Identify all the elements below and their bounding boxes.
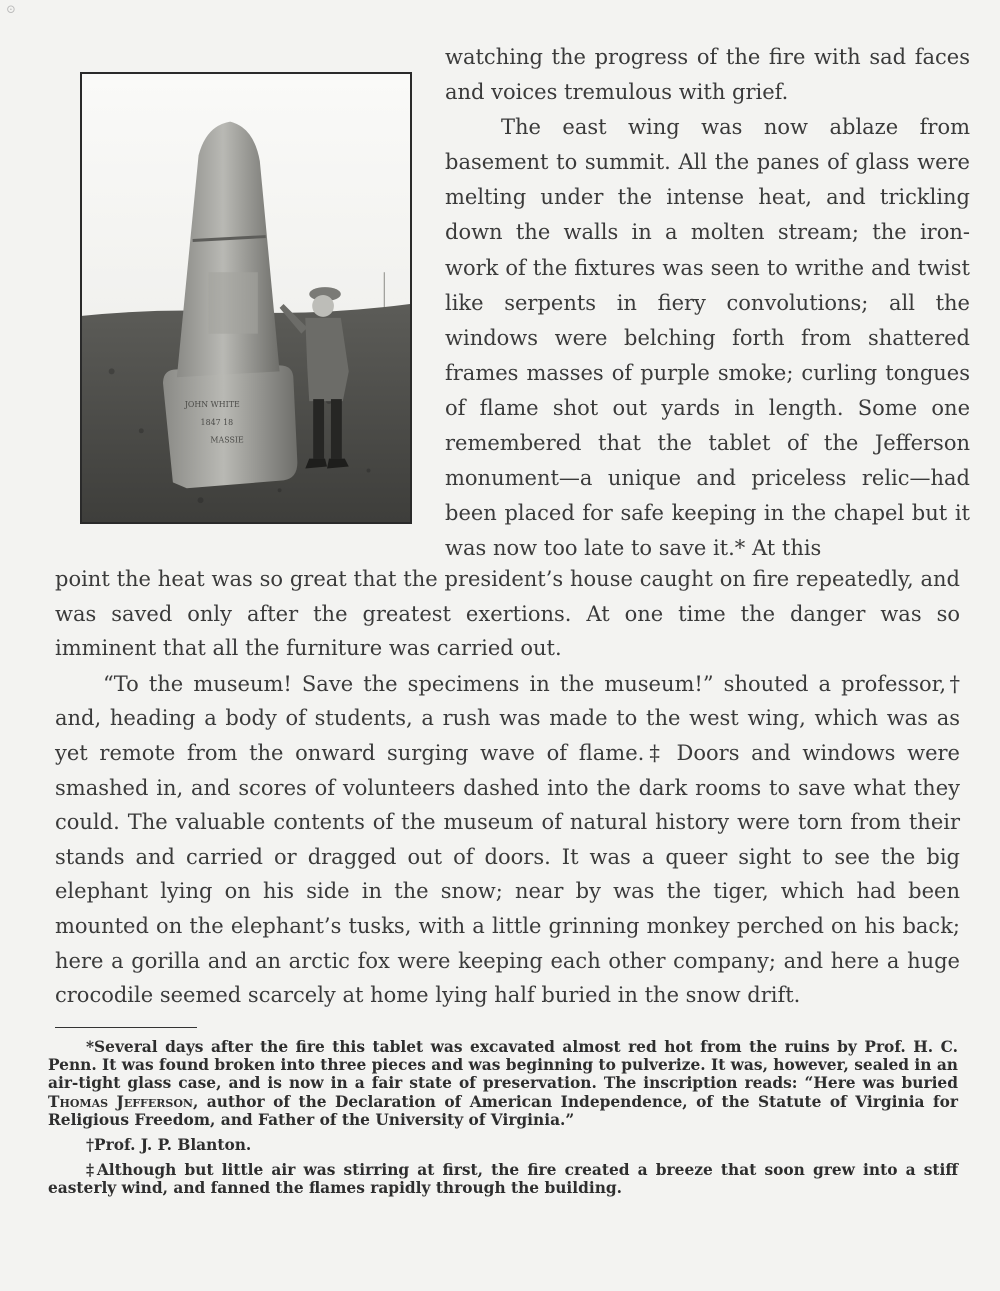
monument-inscription-line-1: JOHN WHITE xyxy=(184,400,240,410)
monument-photo xyxy=(80,72,412,524)
footnote-tablet-text-2: , author of the Declaration of American Independence, of the Statute of Virginia for Religious Freedom, and Father of the University of Virginia.” xyxy=(48,1092,958,1129)
column-text xyxy=(445,40,970,566)
footnote-breeze: ‡Although but little air was stirring at first, the fire created a breeze that soon grew into a stiff easterly wind, and fanned the flames rapidly through the building. xyxy=(48,1161,958,1198)
monument-inscription-line-2: 1847 18 xyxy=(200,417,234,427)
footnote-professor: †Prof. J. P. Blanton. xyxy=(86,1136,252,1155)
footnote-rule xyxy=(55,1027,197,1028)
corner-mark: ⊙ xyxy=(6,2,17,16)
tablet-recess xyxy=(208,272,257,333)
paragraph-president-house: point the heat was so great that the president’s house caught on fire repeatedly, and was saved only after the greatest exertions. At one time the danger was so imminent that all the furniture was carried out. xyxy=(55,567,960,661)
paragraph-east-wing: The east wing was now ablaze from basement to summit. All the panes of glass were melting under the intense heat, and trickling down the walls in a molten stream; the iron-work of the fixtures was seen to writhe and twist like serpents in fiery convolutions; all the windows were belching forth from shattered frames masses of purple smoke; curling tongues of flame shot out yards in length. Some one remembered that the tablet of the Jefferson monument—a unique and priceless relic—had been placed for safe keeping in the chapel but it was now too late to save it.* At this xyxy=(445,115,970,561)
paragraph-continuation: watching the progress of the fire with sad faces and voices tremulous with grief. xyxy=(445,45,970,105)
full-width-text xyxy=(55,562,960,1013)
footnote-tablet xyxy=(48,1038,958,1129)
footnote-tablet-name: Thomas Jefferson xyxy=(48,1092,193,1111)
monument-photo-illustration xyxy=(82,74,410,522)
footnotes xyxy=(48,1038,958,1198)
footnote-tablet-text-1: *Several days after the fire this tablet was excavated almost red hot from the ruins by Prof. H. C. Penn. It was found broken into three pieces and was beginning to pulverize. It was, however, sealed in an air-tight glass case, and is now in a fair state of preservation. The inscription reads: “Here was buried xyxy=(48,1038,958,1093)
monument-inscription-line-3: MASSIE xyxy=(210,435,244,445)
paragraph-museum: “To the museum! Save the specimens in the museum!” shouted a professor,† and, heading a body of students, a rush was made to the west wing, which was as yet remote from the onward surging wave of flame.‡ Doors and windows were smashed in, and scores of volunteers dashed into the dark rooms to save what they could. The valuable contents of the museum of natural history were torn from their stands and carried or dragged out of doors. It was a queer sight to see the big elephant lying on his side in the snow; near by was the tiger, which had been mounted on the elephant’s tusks, with a little grinning monkey perched on his back; here a gorilla and an arctic fox were keeping each other company; and here a huge crocodile seemed scarcely at home lying half buried in the snow drift. xyxy=(55,671,960,1008)
